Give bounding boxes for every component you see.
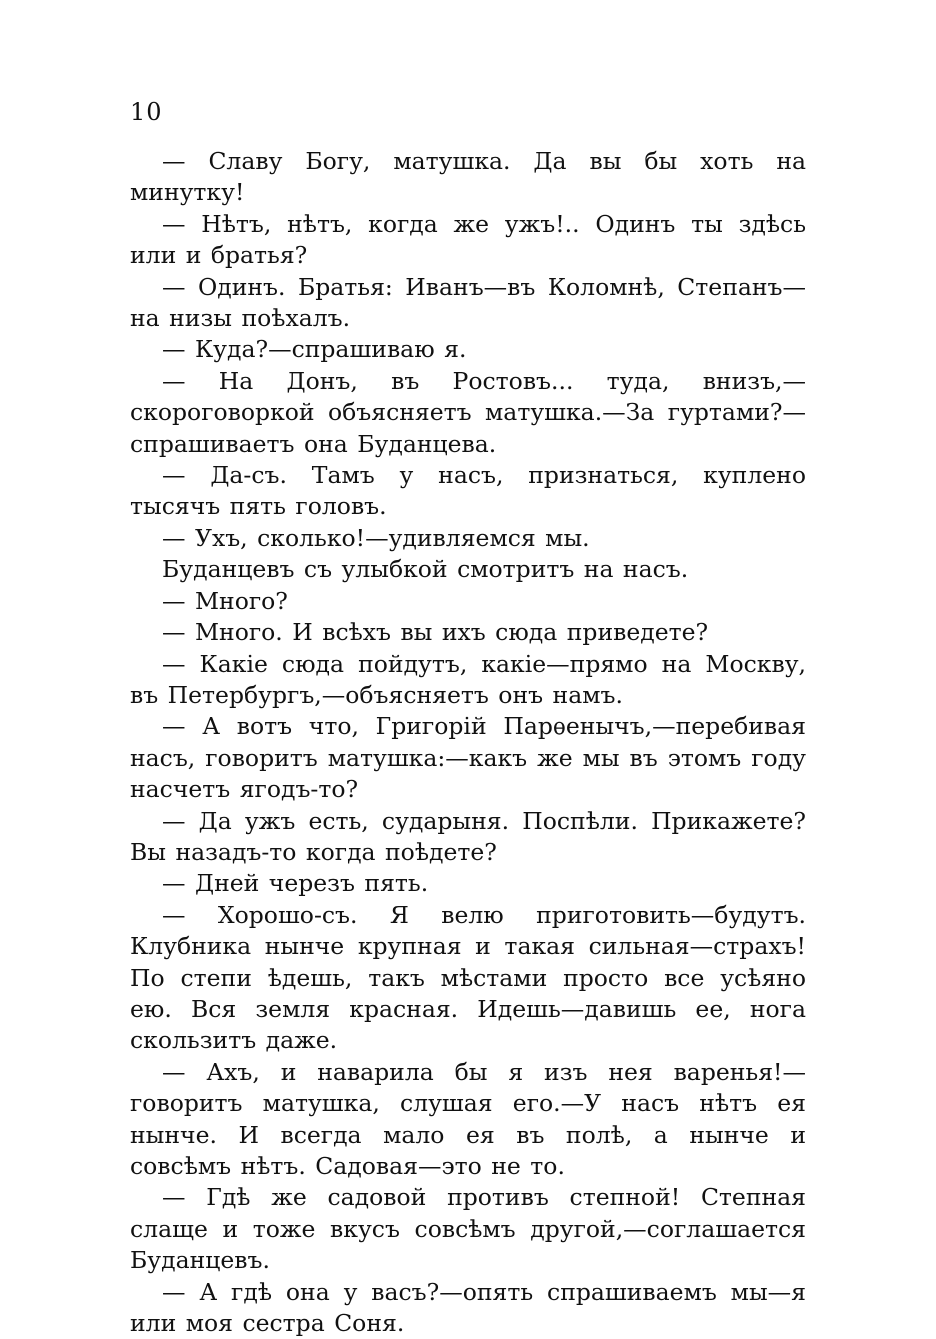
paragraph: — Гдѣ же садовой противъ степной! Степная слаще и тоже вкусъ совсѣмъ другой,—соглашается Буданцевъ. [130,1183,806,1275]
paragraph: — Да-съ. Тамъ у насъ, признаться, куплено тысячъ пять головъ. [130,461,806,521]
paragraph: — Ахъ, и наварила бы я изъ нея варенья!—говоритъ матушка, слушая его.—У насъ нѣтъ ея нынче. И всегда мало ея въ полѣ, а нынче и совсѣмъ нѣтъ. Садовая—это не то. [130,1057,806,1180]
paragraph: — Одинъ. Братья: Иванъ—въ Коломнѣ, Степанъ—на низы поѣхалъ. [130,272,806,333]
paragraph: Буданцевъ съ улыбкой смотритъ на насъ. [162,555,689,584]
paragraph: — Куда?—спрашиваю я. [162,335,467,364]
paragraph: — Много? [162,586,288,615]
page-text [130,146,806,1339]
paragraph: — Ухъ, сколько!—удивляемся мы. [162,523,590,552]
page-number: 10 [130,98,163,126]
paragraph: — Нѣтъ, нѣтъ, когда же ужъ!.. Одинъ ты здѣсь или и братья? [130,209,806,270]
paragraph: — Хорошо-съ. Я велю приготовить—будутъ. Клубника нынче крупная и такая сильная—страхъ! По степи ѣдешь, такъ мѣстами просто все усѣяно ею. Вся земля красная. Идешь—давишь ее, нога скользитъ даже. [130,900,806,1055]
paragraph: — А гдѣ она у васъ?—опять спрашиваемъ мы—я или моя сестра Соня. [130,1277,806,1338]
paragraph: — Какіе сюда пойдутъ, какіе—прямо на Москву, въ Петербургъ,—объясняетъ онъ намъ. [130,649,806,709]
paragraph: — А вотъ что, Григорій Парѳенычъ,—перебивая насъ, говоритъ матушка:—какъ же мы въ этомъ году насчетъ ягодъ-то? [130,712,806,804]
paragraph: — На Донъ, въ Ростовъ... туда, внизъ,—скороговоркой объясняетъ матушка.—За гуртами?—спрашиваетъ она Буданцева. [130,366,806,458]
paragraph: — Много. И всѣхъ вы ихъ сюда приведете? [162,618,709,647]
paragraph: — Да ужъ есть, сударыня. Поспѣли. Прикажете? Вы назадъ-то когда поѣдете? [130,806,806,866]
paragraph: — Славу Богу, матушка. Да вы бы хоть на минутку! [130,147,806,207]
paragraph: — Дней черезъ пять. [162,869,429,898]
